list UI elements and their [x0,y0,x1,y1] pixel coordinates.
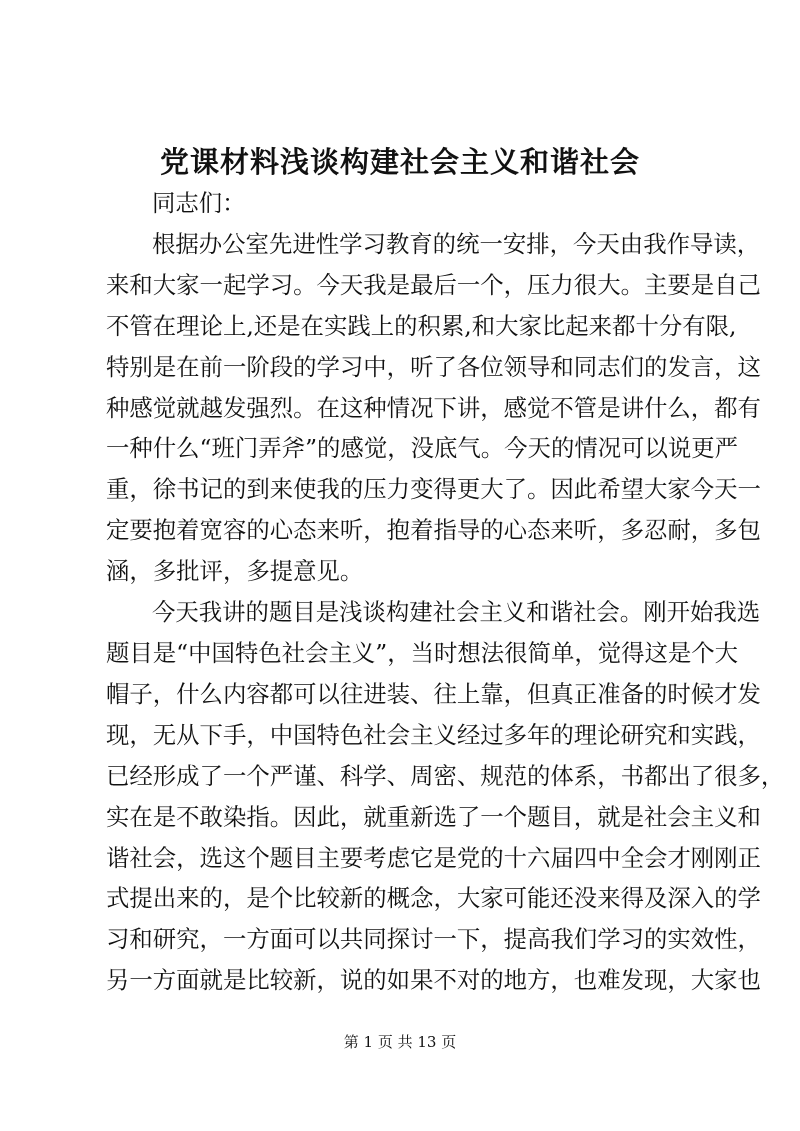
paragraph-line: 种感觉就越发强烈。在这种情况下讲，感觉不管是讲什么，都有 [106,393,761,422]
paragraph-line: 根据办公室先进性学习教育的统一安排，今天由我作导读， [152,229,761,258]
paragraph-line: 已经形成了一个严谨、科学、周密、规范的体系，书都出了很多， [106,761,785,790]
paragraph-line: 实在是不敢染指。因此，就重新选了一个题目，就是社会主义和 [106,802,761,831]
paragraph-line: 重，徐书记的到来使我的压力变得更大了。因此希望大家今天一 [106,475,761,504]
paragraph-line: 一种什么“班门弄斧”的感觉，没底气。今天的情况可以说更严 [106,434,739,463]
paragraph-line: 帽子，什么内容都可以往进装、往上靠，但真正准备的时候才发 [106,679,761,708]
paragraph-line: 习和研究，一方面可以共同探讨一下，提高我们学习的实效性， [106,925,761,954]
paragraph-line: 另一方面就是比较新，说的如果不对的地方，也难发现，大家也 [106,966,761,995]
paragraph-line: 式提出来的，是个比较新的概念，大家可能还没来得及深入的学 [106,884,761,913]
document-body [106,183,785,1001]
paragraph-line: 题目是“中国特色社会主义”，当时想法很简单，觉得这是个大 [106,638,739,667]
paragraph-line: 来和大家一起学习。今天我是最后一个，压力很大。主要是自己 [106,270,761,299]
page-number-footer: 第 1 页 共 13 页 [343,1033,457,1051]
paragraph-line: 谐社会，选这个题目主要考虑它是党的十六届四中全会才刚刚正 [106,843,761,872]
paragraph-line: 不管在理论上,还是在实践上的积累,和大家比起来都十分有限, [106,311,737,340]
paragraph-line: 今天我讲的题目是浅谈构建社会主义和谐社会。刚开始我选 [152,598,761,627]
paragraph-line: 定要抱着宽容的心态来听，抱着指导的心态来听，多忍耐，多包 [106,516,761,545]
paragraph-line: 特别是在前一阶段的学习中，听了各位领导和同志们的发言，这 [106,352,761,381]
paragraph-line: 现，无从下手，中国特色社会主义经过多年的理论研究和实践， [106,720,761,749]
paragraph-line: 涵，多批评，多提意见。 [106,557,364,586]
salutation-line: 同志们： [152,189,246,217]
document-title: 党课材料浅谈构建社会主义和谐社会 [159,145,640,179]
